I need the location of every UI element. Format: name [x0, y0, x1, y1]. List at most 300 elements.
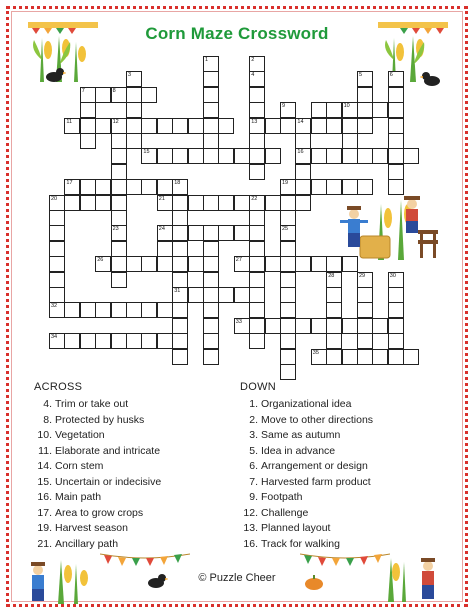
- clue-text: Challenge: [261, 506, 309, 519]
- bunting-icon: [300, 552, 390, 572]
- grid-cell[interactable]: [172, 195, 188, 211]
- grid-cell[interactable]: [388, 164, 404, 180]
- grid-cell[interactable]: [388, 148, 404, 164]
- grid-cell[interactable]: [295, 133, 311, 149]
- grid-cell[interactable]: [280, 272, 296, 288]
- grid-cell[interactable]: [388, 302, 404, 318]
- grid-cell[interactable]: [295, 179, 311, 195]
- grid-cell[interactable]: [388, 87, 404, 103]
- grid-cell[interactable]: [265, 256, 281, 272]
- grid-cell[interactable]: [203, 349, 219, 365]
- grid-cell[interactable]: [249, 133, 265, 149]
- grid-cell[interactable]: [372, 148, 388, 164]
- grid-cell[interactable]: [234, 318, 250, 334]
- grid-cell[interactable]: [326, 302, 342, 318]
- grid-cell[interactable]: [141, 333, 157, 349]
- grid-cell[interactable]: [172, 179, 188, 195]
- grid-cell[interactable]: [249, 118, 265, 134]
- grid-cell[interactable]: [326, 349, 342, 365]
- grid-cell[interactable]: [311, 318, 327, 334]
- clue-text: Track for walking: [261, 537, 340, 550]
- grid-cell[interactable]: [172, 148, 188, 164]
- grid-cell[interactable]: [280, 225, 296, 241]
- grid-cell[interactable]: [172, 256, 188, 272]
- clue-number: 13.: [243, 522, 258, 534]
- grid-cell[interactable]: [357, 148, 373, 164]
- grid-cell[interactable]: [234, 256, 250, 272]
- grid-cell[interactable]: [326, 272, 342, 288]
- grid-cell[interactable]: [95, 195, 111, 211]
- grid-cell[interactable]: [80, 179, 96, 195]
- grid-cell[interactable]: [249, 164, 265, 180]
- grid-cell[interactable]: [326, 318, 342, 334]
- clue-text: Organizational idea: [261, 398, 352, 410]
- cell-number: 27: [235, 257, 242, 264]
- cell-number: 14: [297, 118, 304, 125]
- grid-cell[interactable]: [265, 195, 281, 211]
- grid-cell[interactable]: [357, 272, 373, 288]
- grid-cell[interactable]: [49, 210, 65, 226]
- grid-cell[interactable]: [265, 148, 281, 164]
- grid-cell[interactable]: [111, 118, 127, 134]
- grid-cell[interactable]: [372, 318, 388, 334]
- grid-cell[interactable]: [249, 210, 265, 226]
- grid-cell[interactable]: [172, 118, 188, 134]
- grid-cell[interactable]: [342, 133, 358, 149]
- grid-cell[interactable]: [295, 118, 311, 134]
- grid-cell[interactable]: [388, 333, 404, 349]
- grid-cell[interactable]: [172, 225, 188, 241]
- clue-number: 6.: [249, 460, 258, 472]
- clue-item: [240, 428, 373, 444]
- grid-cell[interactable]: [203, 241, 219, 257]
- grid-cell[interactable]: [157, 148, 173, 164]
- grid-cell[interactable]: [342, 318, 358, 334]
- grid-cell[interactable]: [172, 241, 188, 257]
- clue-text: Vegetation: [55, 429, 105, 441]
- grid-cell[interactable]: [203, 56, 219, 72]
- grid-cell[interactable]: [203, 148, 219, 164]
- cell-number: 21: [158, 195, 165, 202]
- grid-cell[interactable]: [372, 349, 388, 365]
- grid-cell[interactable]: [188, 118, 204, 134]
- grid-cell[interactable]: [357, 349, 373, 365]
- clue-number: 7.: [249, 475, 258, 488]
- clue-text: Main path: [55, 491, 102, 503]
- clue-text: Ancillary path: [55, 537, 119, 550]
- grid-cell[interactable]: [126, 133, 142, 149]
- grid-cell[interactable]: [95, 333, 111, 349]
- grid-cell[interactable]: [249, 272, 265, 288]
- grid-cell[interactable]: [295, 148, 311, 164]
- grid-cell[interactable]: [111, 133, 127, 149]
- grid-cell[interactable]: [218, 195, 234, 211]
- grid-cell[interactable]: [126, 87, 142, 103]
- grid-cell[interactable]: [49, 287, 65, 303]
- grid-cell[interactable]: [280, 333, 296, 349]
- grid-cell[interactable]: [311, 148, 327, 164]
- grid-cell[interactable]: [357, 118, 373, 134]
- grid-cell[interactable]: [249, 56, 265, 72]
- grid-cell[interactable]: [280, 256, 296, 272]
- grid-cell[interactable]: [357, 87, 373, 103]
- grid-cell[interactable]: [280, 118, 296, 134]
- grid-cell[interactable]: [203, 133, 219, 149]
- cell-number: 34: [51, 334, 58, 341]
- grid-cell[interactable]: [311, 118, 327, 134]
- clue-item: [240, 459, 373, 475]
- grid-cell[interactable]: [203, 118, 219, 134]
- grid-cell[interactable]: [388, 179, 404, 195]
- grid-cell[interactable]: [203, 87, 219, 103]
- grid-cell[interactable]: [326, 333, 342, 349]
- grid-cell[interactable]: [126, 118, 142, 134]
- grid-cell[interactable]: [280, 179, 296, 195]
- grid-cell[interactable]: [188, 256, 204, 272]
- across-list: [34, 397, 161, 552]
- grid-cell[interactable]: [249, 102, 265, 118]
- grid-cell[interactable]: [111, 241, 127, 257]
- grid-cell[interactable]: [357, 71, 373, 87]
- grid-cell[interactable]: [111, 164, 127, 180]
- cell-number: 24: [158, 226, 165, 233]
- cell-number: 11: [66, 118, 73, 125]
- clue-text: Harvest season: [55, 522, 128, 534]
- grid-cell[interactable]: [141, 302, 157, 318]
- cell-number: 30: [389, 272, 396, 279]
- grid-cell[interactable]: [218, 225, 234, 241]
- clue-item: [240, 475, 373, 491]
- clue-text: Same as autumn: [261, 429, 341, 441]
- grid-cell[interactable]: [172, 318, 188, 334]
- grid-cell[interactable]: [126, 256, 142, 272]
- cell-number: 12: [112, 118, 119, 125]
- grid-cell[interactable]: [388, 287, 404, 303]
- grid-cell[interactable]: [157, 241, 173, 257]
- grid-cell[interactable]: [95, 118, 111, 134]
- clue-item: [34, 537, 161, 553]
- grid-cell[interactable]: [342, 118, 358, 134]
- grid-cell[interactable]: [157, 118, 173, 134]
- grid-cell[interactable]: [64, 195, 80, 211]
- grid-cell[interactable]: [141, 118, 157, 134]
- clue-text: Planned layout: [261, 522, 331, 534]
- clue-text: Trim or take out: [55, 398, 129, 410]
- grid-cell[interactable]: [280, 349, 296, 365]
- clue-text: Uncertain or indecisive: [55, 475, 162, 488]
- grid-cell[interactable]: [342, 256, 358, 272]
- clue-number: 17.: [37, 506, 52, 519]
- clue-text: Move to other directions: [261, 413, 374, 426]
- grid-cell[interactable]: [64, 179, 80, 195]
- grid-cell[interactable]: [111, 302, 127, 318]
- grid-cell[interactable]: [172, 287, 188, 303]
- grid-cell[interactable]: [95, 256, 111, 272]
- grid-cell[interactable]: [249, 148, 265, 164]
- clue-item: [240, 521, 373, 537]
- grid-cell[interactable]: [357, 179, 373, 195]
- grid-cell[interactable]: [280, 102, 296, 118]
- cell-number: 8: [112, 87, 116, 94]
- grid-cell[interactable]: [326, 179, 342, 195]
- grid-cell[interactable]: [249, 195, 265, 211]
- grid-cell[interactable]: [95, 179, 111, 195]
- grid-cell[interactable]: [49, 195, 65, 211]
- grid-cell[interactable]: [265, 318, 281, 334]
- grid-cell[interactable]: [326, 102, 342, 118]
- grid-cell[interactable]: [249, 302, 265, 318]
- clue-item: [240, 444, 373, 460]
- grid-cell[interactable]: [80, 102, 96, 118]
- clue-number: 19.: [37, 522, 52, 534]
- grid-cell[interactable]: [141, 87, 157, 103]
- grid-cell[interactable]: [218, 118, 234, 134]
- grid-cell[interactable]: [188, 287, 204, 303]
- cell-number: 3: [128, 72, 132, 79]
- grid-cell[interactable]: [141, 148, 157, 164]
- grid-cell[interactable]: [388, 272, 404, 288]
- grid-cell[interactable]: [388, 102, 404, 118]
- grid-cell[interactable]: [80, 195, 96, 211]
- grid-cell[interactable]: [249, 71, 265, 87]
- grid-cell[interactable]: [265, 118, 281, 134]
- grid-cell[interactable]: [280, 318, 296, 334]
- grid-cell[interactable]: [388, 318, 404, 334]
- grid-cell[interactable]: [157, 256, 173, 272]
- grid-cell[interactable]: [141, 179, 157, 195]
- grid-cell[interactable]: [49, 225, 65, 241]
- clue-number: 21.: [37, 537, 52, 550]
- cell-number: 1: [205, 57, 209, 63]
- grid-cell[interactable]: [280, 364, 296, 380]
- grid-cell[interactable]: [157, 195, 173, 211]
- grid-cell[interactable]: [280, 302, 296, 318]
- grid-cell[interactable]: [126, 71, 142, 87]
- grid-cell[interactable]: [295, 164, 311, 180]
- grid-cell[interactable]: [64, 118, 80, 134]
- grid-cell[interactable]: [280, 287, 296, 303]
- clue-number: 4.: [43, 398, 52, 410]
- grid-cell[interactable]: [295, 256, 311, 272]
- grid-cell[interactable]: [80, 302, 96, 318]
- grid-cell[interactable]: [111, 272, 127, 288]
- grid-cell[interactable]: [357, 287, 373, 303]
- grid-cell[interactable]: [172, 333, 188, 349]
- grid-cell[interactable]: [388, 71, 404, 87]
- grid-cell[interactable]: [111, 87, 127, 103]
- bunting-icon: [100, 552, 190, 572]
- cell-number: 25: [282, 226, 289, 233]
- grid-cell[interactable]: [111, 210, 127, 226]
- grid-cell[interactable]: [80, 87, 96, 103]
- cell-number: 9: [282, 103, 286, 110]
- grid-cell[interactable]: [249, 225, 265, 241]
- grid-cell[interactable]: [203, 225, 219, 241]
- cell-number: 22: [251, 195, 258, 202]
- cell-number: 15: [143, 149, 150, 156]
- cell-number: 6: [389, 72, 393, 79]
- grid-cell[interactable]: [249, 333, 265, 349]
- clue-text: Area to grow crops: [55, 506, 144, 519]
- grid-cell[interactable]: [311, 179, 327, 195]
- down-heading: DOWN: [240, 381, 277, 393]
- grid-cell[interactable]: [342, 102, 358, 118]
- copyright-footer: © Puzzle Cheer: [198, 572, 276, 584]
- grid-cell[interactable]: [111, 195, 127, 211]
- grid-cell[interactable]: [172, 272, 188, 288]
- clue-number: 1.: [249, 398, 258, 410]
- clue-text: Footpath: [261, 491, 303, 503]
- grid-cell[interactable]: [172, 210, 188, 226]
- clue-item: [34, 413, 161, 429]
- grid-cell[interactable]: [203, 102, 219, 118]
- grid-cell[interactable]: [203, 318, 219, 334]
- clue-text: Protected by husks: [55, 413, 145, 426]
- grid-cell[interactable]: [326, 256, 342, 272]
- clue-item: [34, 490, 161, 506]
- grid-cell[interactable]: [280, 195, 296, 211]
- grid-cell[interactable]: [234, 195, 250, 211]
- grid-cell[interactable]: [326, 148, 342, 164]
- grid-cell[interactable]: [188, 225, 204, 241]
- grid-cell[interactable]: [188, 195, 204, 211]
- grid-cell[interactable]: [111, 148, 127, 164]
- grid-cell[interactable]: [126, 179, 142, 195]
- grid-cell[interactable]: [326, 287, 342, 303]
- grid-cell[interactable]: [80, 118, 96, 134]
- grid-cell[interactable]: [249, 287, 265, 303]
- grid-cell[interactable]: [342, 349, 358, 365]
- grid-cell[interactable]: [80, 333, 96, 349]
- grid-cell[interactable]: [388, 133, 404, 149]
- across-heading: ACROSS: [34, 381, 83, 393]
- grid-cell[interactable]: [49, 302, 65, 318]
- grid-cell[interactable]: [326, 118, 342, 134]
- grid-cell[interactable]: [403, 349, 419, 365]
- cell-number: 35: [312, 349, 319, 356]
- grid-cell[interactable]: [126, 102, 142, 118]
- clue-number: 5.: [249, 444, 258, 457]
- grid-cell[interactable]: [388, 349, 404, 365]
- grid-cell[interactable]: [249, 256, 265, 272]
- grid-cell[interactable]: [203, 302, 219, 318]
- grid-cell[interactable]: [295, 195, 311, 211]
- grid-cell[interactable]: [111, 225, 127, 241]
- grid-cell[interactable]: [342, 148, 358, 164]
- grid-cell[interactable]: [157, 179, 173, 195]
- grid-cell[interactable]: [95, 87, 111, 103]
- clue-number: 15.: [37, 475, 52, 488]
- grid-cell[interactable]: [234, 225, 250, 241]
- grid-cell[interactable]: [126, 302, 142, 318]
- grid-cell[interactable]: [218, 287, 234, 303]
- grid-cell[interactable]: [157, 225, 173, 241]
- cell-number: 28: [328, 272, 335, 279]
- grid-cell[interactable]: [203, 195, 219, 211]
- grid-cell[interactable]: [111, 179, 127, 195]
- grid-cell[interactable]: [342, 179, 358, 195]
- cell-number: 33: [235, 318, 242, 325]
- cell-number: 31: [174, 288, 181, 294]
- grid-cell[interactable]: [357, 302, 373, 318]
- cell-number: 7: [81, 87, 85, 94]
- grid-cell[interactable]: [249, 87, 265, 103]
- grid-cell[interactable]: [157, 302, 173, 318]
- grid-cell[interactable]: [49, 241, 65, 257]
- clue-item: [240, 490, 373, 506]
- grid-cell[interactable]: [49, 333, 65, 349]
- grid-cell[interactable]: [203, 272, 219, 288]
- grid-cell[interactable]: [357, 102, 373, 118]
- grid-cell[interactable]: [203, 287, 219, 303]
- grid-cell[interactable]: [111, 256, 127, 272]
- grid-cell[interactable]: [141, 256, 157, 272]
- grid-cell[interactable]: [311, 102, 327, 118]
- clue-text: Elaborate and intricate: [55, 444, 161, 457]
- grid-cell[interactable]: [64, 302, 80, 318]
- cell-number: 32: [51, 303, 58, 310]
- cell-number: 17: [66, 180, 73, 187]
- grid-cell[interactable]: [172, 302, 188, 318]
- grid-cell[interactable]: [311, 256, 327, 272]
- grid-cell[interactable]: [188, 148, 204, 164]
- grid-cell[interactable]: [111, 333, 127, 349]
- grid-cell[interactable]: [49, 272, 65, 288]
- clue-number: 14.: [37, 460, 52, 472]
- clue-item: [240, 397, 373, 413]
- grid-cell[interactable]: [249, 318, 265, 334]
- clue-item: [34, 397, 161, 413]
- grid-cell[interactable]: [388, 118, 404, 134]
- clue-number: 8.: [43, 413, 52, 426]
- clue-item: [34, 521, 161, 537]
- grid-cell[interactable]: [64, 333, 80, 349]
- clue-text: Harvested farm product: [261, 475, 371, 488]
- grid-cell[interactable]: [203, 333, 219, 349]
- grid-cell[interactable]: [295, 318, 311, 334]
- clue-item: [34, 428, 161, 444]
- grid-cell[interactable]: [95, 302, 111, 318]
- grid-cell[interactable]: [311, 349, 327, 365]
- grid-cell[interactable]: [203, 71, 219, 87]
- grid-cell[interactable]: [80, 133, 96, 149]
- clue-number: 10.: [37, 429, 52, 441]
- grid-cell[interactable]: [157, 333, 173, 349]
- cell-number: 23: [112, 226, 119, 233]
- grid-cell[interactable]: [172, 349, 188, 365]
- grid-cell[interactable]: [357, 333, 373, 349]
- grid-cell[interactable]: [234, 287, 250, 303]
- grid-cell[interactable]: [372, 102, 388, 118]
- grid-cell[interactable]: [234, 148, 250, 164]
- grid-cell[interactable]: [357, 318, 373, 334]
- cell-number: 18: [174, 180, 181, 187]
- grid-cell[interactable]: [218, 148, 234, 164]
- grid-cell[interactable]: [280, 210, 296, 226]
- grid-cell[interactable]: [403, 148, 419, 164]
- clue-text: Corn stem: [55, 460, 104, 472]
- clue-item: [34, 506, 161, 522]
- clue-item: [240, 413, 373, 429]
- clue-item: [240, 506, 373, 522]
- grid-cell[interactable]: [203, 256, 219, 272]
- grid-cell[interactable]: [249, 241, 265, 257]
- grid-cell[interactable]: [280, 241, 296, 257]
- grid-cell[interactable]: [126, 333, 142, 349]
- down-list: [240, 397, 373, 552]
- grid-cell[interactable]: [49, 256, 65, 272]
- cell-number: 4: [251, 72, 255, 79]
